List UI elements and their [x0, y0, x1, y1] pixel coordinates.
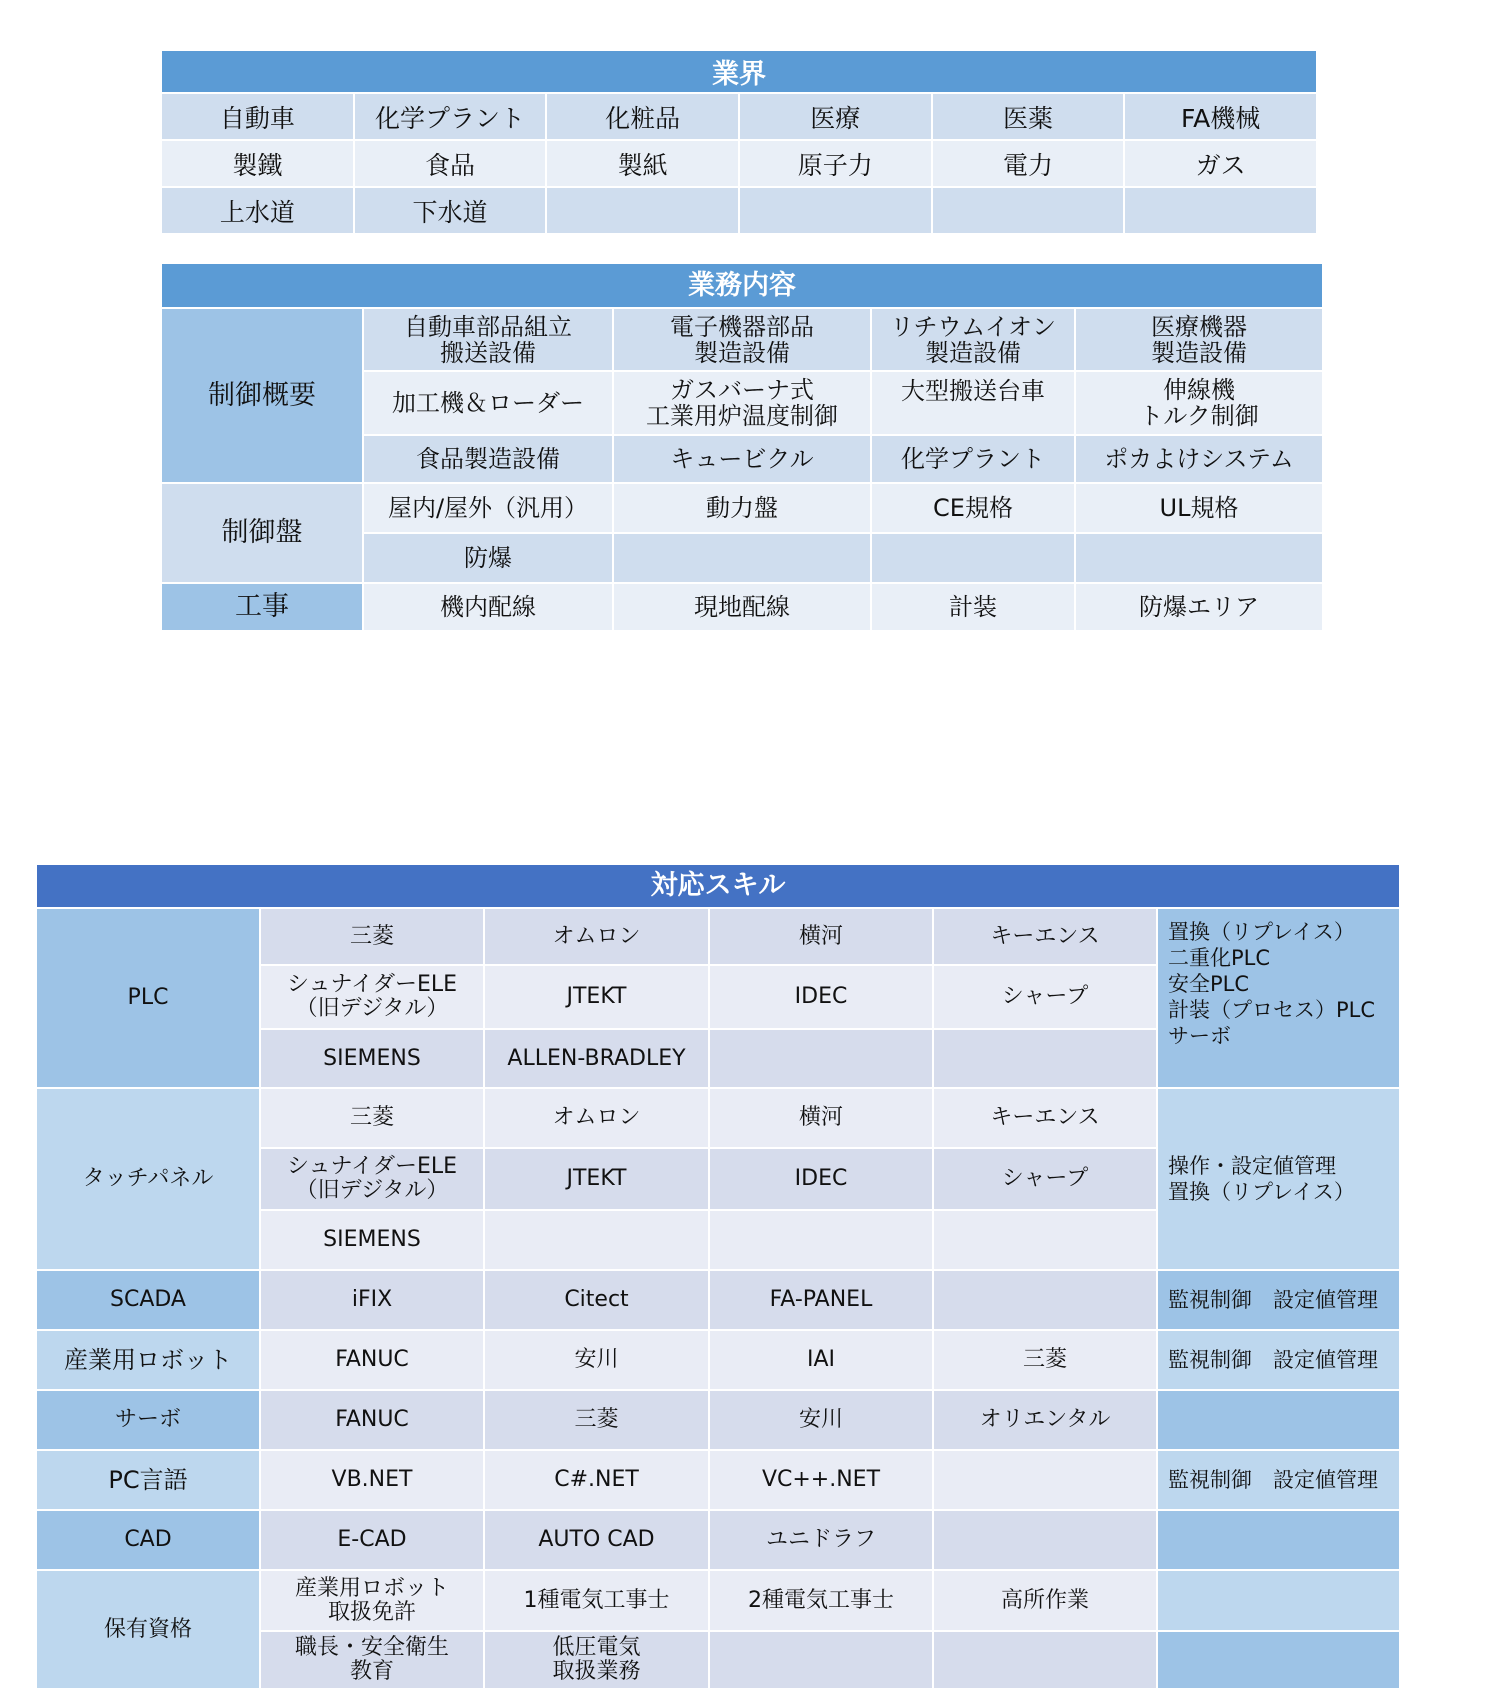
skill-cell: IAI	[709, 1330, 933, 1390]
business-cell	[871, 371, 1075, 435]
skill-cell	[933, 1270, 1157, 1330]
industry-cell: 化学プラント	[354, 93, 547, 140]
industry-cell: 電力	[932, 140, 1125, 187]
business-cell	[363, 371, 613, 435]
cad-note	[1157, 1510, 1400, 1570]
business-cell	[363, 308, 613, 371]
skill-cell: 安川	[709, 1390, 933, 1450]
skill-cell	[709, 1029, 933, 1088]
plc-note	[1157, 908, 1400, 1088]
business-text: 医療機器 製造設備	[1151, 312, 1248, 367]
business-cell	[1075, 308, 1323, 371]
business-cell: 防爆エリア	[1075, 583, 1323, 631]
skill-cell: C#.NET	[484, 1450, 709, 1510]
industry-row	[161, 140, 1317, 187]
industry-row	[161, 93, 1317, 140]
business-cell	[613, 308, 871, 371]
industry-cell	[739, 187, 932, 234]
skill-text: 産業用ロボット 取扱免許	[294, 1575, 449, 1625]
industry-table	[160, 49, 1318, 235]
scada-note: 監視制御 設定値管理	[1157, 1270, 1400, 1330]
skill-cell: シャープ	[933, 965, 1157, 1029]
skill-cell: FANUC	[260, 1390, 484, 1450]
industry-cell: 製紙	[546, 140, 739, 187]
skill-cell: SIEMENS	[260, 1029, 484, 1088]
business-text: ガスバーナ式 工業用炉温度制御	[646, 376, 838, 430]
industry-cell: 食品	[354, 140, 547, 187]
business-cell: 屋内/屋外（汎用）	[363, 483, 613, 533]
license-note	[1157, 1631, 1400, 1689]
skill-cell: JTEKT	[484, 1148, 709, 1210]
touch-panel-note	[1157, 1088, 1400, 1270]
skill-cell	[709, 1631, 933, 1689]
industry-cell	[932, 187, 1125, 234]
business-cell: 現地配線	[613, 583, 871, 631]
skill-cell	[933, 1029, 1157, 1088]
skill-cell: 三菱	[260, 1088, 484, 1148]
note-line: 二重化PLC	[1168, 946, 1271, 970]
business-cell: CE規格	[871, 483, 1075, 533]
skill-text: 低圧電気 取扱業務	[552, 1635, 641, 1684]
industry-cell: FA機械	[1124, 93, 1317, 140]
note-line: 安全PLC	[1168, 972, 1250, 996]
industry-cell: 化粧品	[546, 93, 739, 140]
skill-cell: JTEKT	[484, 965, 709, 1029]
business-cell: 防爆	[363, 533, 613, 583]
skill-cell	[933, 1510, 1157, 1570]
industry-cell	[1124, 187, 1317, 234]
business-cell: 化学プラント	[871, 435, 1075, 483]
skill-cell: オムロン	[484, 1088, 709, 1148]
business-cell: キュービクル	[613, 435, 871, 483]
skills-table	[35, 863, 1401, 1690]
business-cell: 機内配線	[363, 583, 613, 631]
skill-cell: キーエンス	[933, 908, 1157, 965]
pc-language-note: 監視制御 設定値管理	[1157, 1450, 1400, 1510]
note-line: 置換（リプレイス）	[1168, 1180, 1355, 1204]
industry-cell: ガス	[1124, 140, 1317, 187]
skill-cell: IDEC	[709, 965, 933, 1029]
plc-label: PLC	[36, 908, 260, 1088]
business-cell	[871, 533, 1075, 583]
license-note	[1157, 1570, 1400, 1631]
skill-cell: FA-PANEL	[709, 1270, 933, 1330]
industry-cell: 下水道	[354, 187, 547, 234]
business-text: 大型搬送台車	[901, 377, 1045, 405]
business-cell	[613, 533, 871, 583]
skill-cell	[260, 1631, 484, 1689]
business-cell: ポカよけシステム	[1075, 435, 1323, 483]
skill-text: シュナイダーELE （旧デジタル）	[286, 1154, 458, 1203]
skills-title: 対応スキル	[36, 864, 1400, 908]
skill-cell: オムロン	[484, 908, 709, 965]
control-panel-label: 制御盤	[161, 483, 363, 583]
business-title: 業務内容	[161, 263, 1323, 308]
control-overview-label: 制御概要	[161, 308, 363, 483]
skill-cell: FANUC	[260, 1330, 484, 1390]
skill-cell: VB.NET	[260, 1450, 484, 1510]
skill-cell: iFIX	[260, 1270, 484, 1330]
skill-cell	[933, 1450, 1157, 1510]
industry-cell	[546, 187, 739, 234]
skill-cell: Citect	[484, 1270, 709, 1330]
business-cell	[1075, 371, 1323, 435]
skill-cell: オリエンタル	[933, 1390, 1157, 1450]
business-text: 自動車部品組立 搬送設備	[404, 312, 572, 367]
industry-cell: 医薬	[932, 93, 1125, 140]
industry-cell: 原子力	[739, 140, 932, 187]
industry-cell: 医療	[739, 93, 932, 140]
skill-cell	[260, 965, 484, 1029]
industry-cell: 製鐵	[161, 140, 354, 187]
license-label: 保有資格	[36, 1570, 260, 1689]
skill-cell: キーエンス	[933, 1088, 1157, 1148]
skill-cell: シャープ	[933, 1148, 1157, 1210]
skill-cell	[933, 1210, 1157, 1270]
skill-cell: 三菱	[933, 1330, 1157, 1390]
skill-cell: 三菱	[260, 908, 484, 965]
servo-note	[1157, 1390, 1400, 1450]
skill-cell	[484, 1631, 709, 1689]
scada-label: SCADA	[36, 1270, 260, 1330]
skill-text: シュナイダーELE （旧デジタル）	[286, 972, 458, 1021]
business-cell: 食品製造設備	[363, 435, 613, 483]
industry-cell: 上水道	[161, 187, 354, 234]
note-line: 操作・設定値管理	[1168, 1154, 1336, 1178]
skill-cell: 横河	[709, 1088, 933, 1148]
skill-cell: AUTO CAD	[484, 1510, 709, 1570]
business-cell: 動力盤	[613, 483, 871, 533]
skill-cell: 横河	[709, 908, 933, 965]
skill-cell: IDEC	[709, 1148, 933, 1210]
skill-cell	[260, 1148, 484, 1210]
skill-cell	[484, 1210, 709, 1270]
business-cell: 計装	[871, 583, 1075, 631]
construction-label: 工事	[161, 583, 363, 631]
industry-row	[161, 187, 1317, 234]
pc-language-label: PC言語	[36, 1450, 260, 1510]
skill-text: 職長・安全衛生 教育	[294, 1635, 449, 1684]
skill-cell: 三菱	[484, 1390, 709, 1450]
business-cell	[871, 308, 1075, 371]
note-line: 置換（リプレイス）	[1168, 920, 1355, 944]
business-text: 電子機器部品 製造設備	[670, 312, 814, 367]
skill-cell	[709, 1210, 933, 1270]
industry-cell: 自動車	[161, 93, 354, 140]
business-table	[160, 262, 1324, 632]
business-text: リチウムイオン 製造設備	[889, 312, 1057, 367]
skill-cell: ALLEN-BRADLEY	[484, 1029, 709, 1088]
skill-cell: 2種電気工事士	[709, 1570, 933, 1631]
business-cell	[613, 371, 871, 435]
skill-cell: ユニドラフ	[709, 1510, 933, 1570]
skill-cell: VC++.NET	[709, 1450, 933, 1510]
note-line: 計装（プロセス）PLC	[1168, 998, 1376, 1022]
skill-cell	[260, 1570, 484, 1631]
cad-label: CAD	[36, 1510, 260, 1570]
skill-cell: E-CAD	[260, 1510, 484, 1570]
skill-cell: 1種電気工事士	[484, 1570, 709, 1631]
business-cell: UL規格	[1075, 483, 1323, 533]
industry-title: 業界	[161, 50, 1317, 93]
skill-cell: SIEMENS	[260, 1210, 484, 1270]
business-text: 伸線機 トルク制御	[1139, 376, 1259, 430]
skill-cell: 高所作業	[933, 1570, 1157, 1631]
note-line: サーボ	[1168, 1024, 1231, 1048]
touch-panel-label: タッチパネル	[36, 1088, 260, 1270]
servo-label: サーボ	[36, 1390, 260, 1450]
skill-cell	[933, 1631, 1157, 1689]
robot-note: 監視制御 設定値管理	[1157, 1330, 1400, 1390]
business-text: 加工機＆ローダー	[392, 389, 584, 417]
business-cell	[1075, 533, 1323, 583]
robot-label: 産業用ロボット	[36, 1330, 260, 1390]
skill-cell: 安川	[484, 1330, 709, 1390]
